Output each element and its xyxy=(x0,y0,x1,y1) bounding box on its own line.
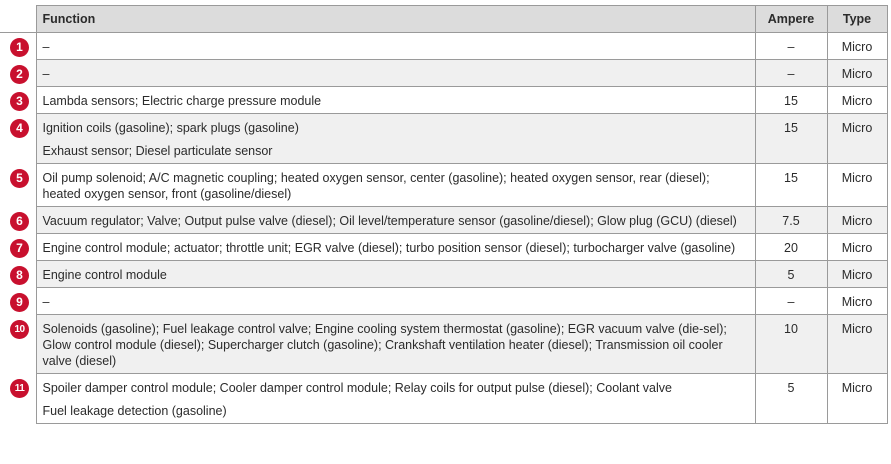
function-cell xyxy=(36,374,755,424)
fuse-number-cell xyxy=(0,87,36,114)
fuse-number-cell xyxy=(0,207,36,234)
function-text: Fuel leakage detection (gasoline) xyxy=(42,404,227,418)
fuse-number-badge: 8 xyxy=(10,266,29,285)
table-row xyxy=(0,374,887,424)
ampere-cell: – xyxy=(755,33,827,60)
type-cell: Micro xyxy=(827,207,887,234)
table-row xyxy=(0,288,887,315)
table-body xyxy=(0,33,887,424)
table-header xyxy=(0,6,887,33)
type-cell: Micro xyxy=(827,234,887,261)
ampere-cell: 7.5 xyxy=(755,207,827,234)
type-cell: Micro xyxy=(827,261,887,288)
fuse-number-cell xyxy=(0,288,36,315)
ampere-cell: 15 xyxy=(755,87,827,114)
fuse-number-badge: 5 xyxy=(10,169,29,188)
function-cell xyxy=(36,315,755,374)
fuse-number-badge: 10 xyxy=(10,320,29,339)
fuse-table xyxy=(0,5,888,424)
function-cell xyxy=(36,261,755,288)
fuse-number-badge: 1 xyxy=(10,38,29,57)
function-cell xyxy=(36,234,755,261)
type-cell: Micro xyxy=(827,288,887,315)
function-cell xyxy=(36,288,755,315)
function-cell xyxy=(36,164,755,207)
fuse-number-cell xyxy=(0,261,36,288)
function-text: – xyxy=(42,40,50,54)
fuse-number-badge: 3 xyxy=(10,92,29,111)
function-cell xyxy=(36,33,755,60)
table-row xyxy=(0,261,887,288)
table-row xyxy=(0,234,887,261)
table-row xyxy=(0,87,887,114)
table-row xyxy=(0,60,887,87)
fuse-number-badge: 11 xyxy=(10,379,29,398)
type-cell: Micro xyxy=(827,87,887,114)
header-ampere: Ampere xyxy=(755,6,827,33)
fuse-number-badge: 9 xyxy=(10,293,29,312)
header-type: Type xyxy=(827,6,887,33)
header-row xyxy=(0,6,887,33)
function-text: Exhaust sensor; Diesel particulate sensor xyxy=(42,144,273,158)
function-cell xyxy=(36,114,755,164)
function-text: Lambda sensors; Electric charge pressure module xyxy=(42,94,322,108)
ampere-cell: 5 xyxy=(755,374,827,424)
function-text: Ignition coils (gasoline); spark plugs (gasoline) xyxy=(42,121,299,135)
fuse-number-cell xyxy=(0,315,36,374)
type-cell: Micro xyxy=(827,315,887,374)
function-text: – xyxy=(42,67,50,81)
function-text: Vacuum regulator; Valve; Output pulse valve (diesel); Oil level/temperature sensor (gasoline/diesel); Glow plug (GCU) (diesel) xyxy=(42,214,737,228)
fuse-number-cell xyxy=(0,60,36,87)
function-text: Oil pump solenoid; A/C magnetic coupling; heated oxygen sensor, center (gasoline); heated oxygen sensor, rear (diesel); heated oxygen sensor, front (gasoline/diesel) xyxy=(42,171,710,201)
ampere-cell: 20 xyxy=(755,234,827,261)
fuse-number-cell xyxy=(0,374,36,424)
function-text: Engine control module xyxy=(42,268,167,282)
ampere-cell: 15 xyxy=(755,114,827,164)
fuse-number-badge: 7 xyxy=(10,239,29,258)
table-row xyxy=(0,315,887,374)
fuse-number-cell xyxy=(0,164,36,207)
header-function: Function xyxy=(36,6,755,33)
function-cell xyxy=(36,87,755,114)
header-number-cell xyxy=(0,6,36,33)
function-text: Engine control module; actuator; throttle unit; EGR valve (diesel); turbo position sensor (diesel); turbocharger valve (gasoline) xyxy=(42,241,736,255)
type-cell: Micro xyxy=(827,33,887,60)
fuse-number-cell xyxy=(0,114,36,164)
function-text: Solenoids (gasoline); Fuel leakage control valve; Engine cooling system thermostat (gasoline); EGR vacuum valve (die-sel); Glow control module (diesel); Supercharger clutch (gasoline); Crankshaft ventilation heater (diesel); Transmission oil cooler valve (diesel) xyxy=(42,322,727,368)
table-row xyxy=(0,33,887,60)
function-cell xyxy=(36,207,755,234)
table-row xyxy=(0,164,887,207)
ampere-cell: 10 xyxy=(755,315,827,374)
type-cell: Micro xyxy=(827,60,887,87)
function-cell xyxy=(36,60,755,87)
type-cell: Micro xyxy=(827,164,887,207)
fuse-number-badge: 6 xyxy=(10,212,29,231)
table-row xyxy=(0,207,887,234)
ampere-cell: 5 xyxy=(755,261,827,288)
fuse-number-cell xyxy=(0,234,36,261)
function-text: – xyxy=(42,295,50,309)
fuse-number-badge: 4 xyxy=(10,119,29,138)
fuse-number-cell xyxy=(0,33,36,60)
ampere-cell: 15 xyxy=(755,164,827,207)
function-text: Spoiler damper control module; Cooler damper control module; Relay coils for output pulse (diesel); Coolant valve xyxy=(42,381,672,395)
fuse-number-badge: 2 xyxy=(10,65,29,84)
type-cell: Micro xyxy=(827,374,887,424)
table-row xyxy=(0,114,887,164)
ampere-cell: – xyxy=(755,60,827,87)
ampere-cell: – xyxy=(755,288,827,315)
type-cell: Micro xyxy=(827,114,887,164)
